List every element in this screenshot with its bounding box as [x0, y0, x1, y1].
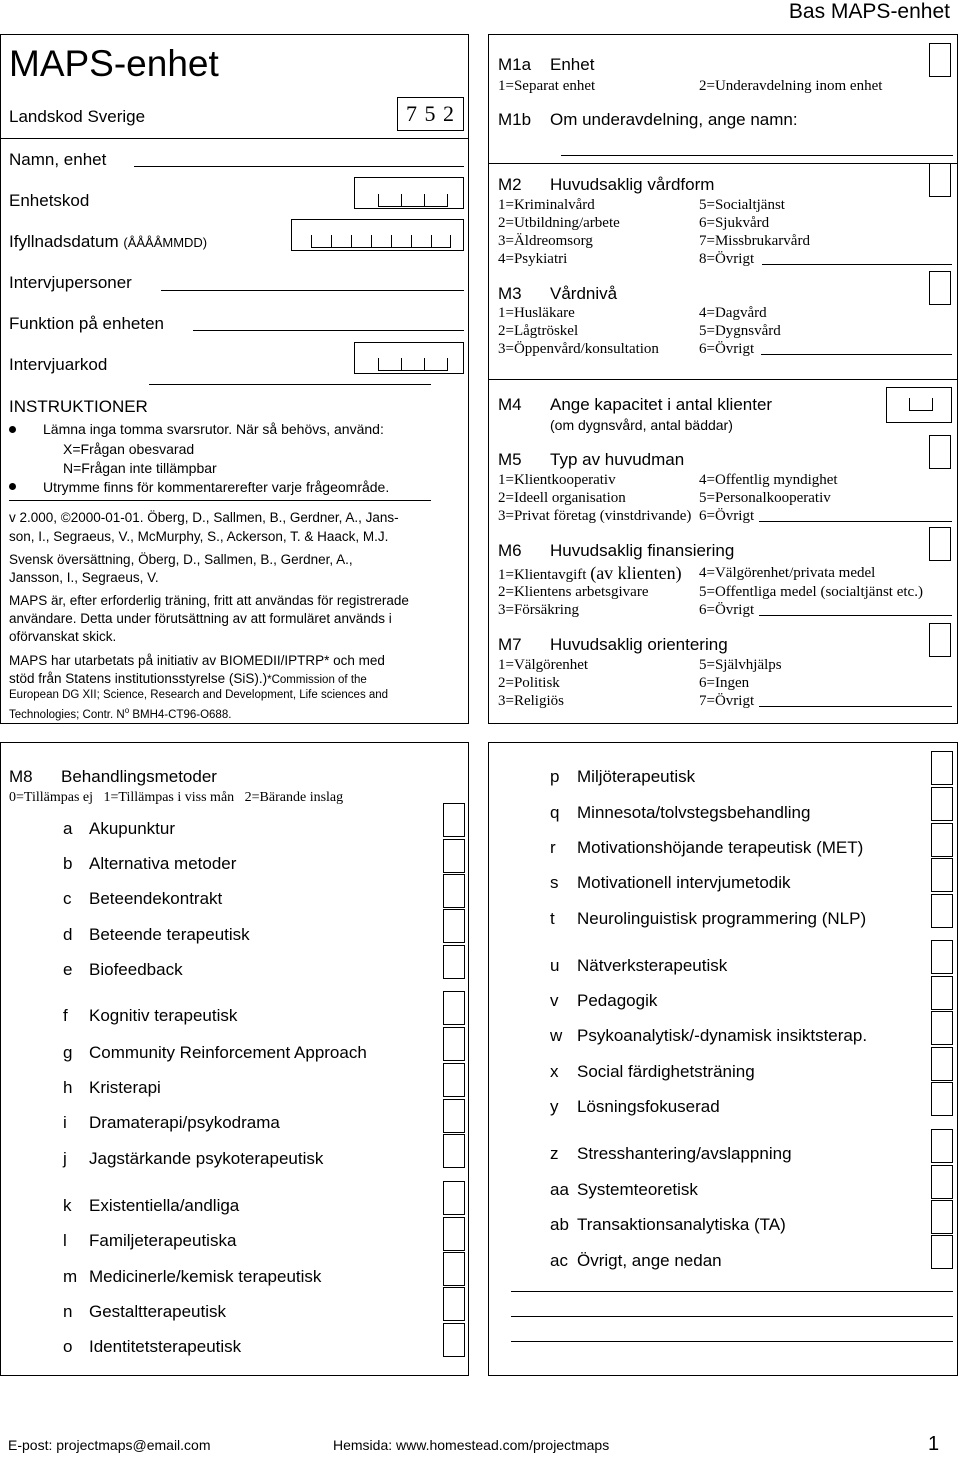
m3-option-2: 2=Lågtröskel: [498, 323, 579, 339]
m8-item-label: Transaktionsanalytiska (TA): [577, 1215, 786, 1234]
m8-item-m-box[interactable]: [443, 1252, 465, 1286]
m2-option-2: 2=Utbildning/arbete: [498, 215, 620, 231]
m8-letter: p: [550, 767, 560, 786]
m6-option-4: 4=Välgörenhet/privata medel: [699, 565, 876, 581]
instruction-1a: X=Frågan obesvarad: [63, 441, 195, 457]
namn-label: Namn, enhet: [9, 150, 107, 169]
m8-item-label: Existentiella/andliga: [89, 1196, 240, 1215]
m8-item-p-box[interactable]: [931, 751, 953, 785]
m8-item-g-box[interactable]: [443, 1027, 465, 1061]
biomed-line-4-contract: BMH4-CT96-O688.: [129, 708, 232, 721]
m8-letter: x: [550, 1062, 559, 1081]
m8-item-label: Alternativa metoder: [89, 854, 237, 873]
m1b-code: M1b: [498, 110, 532, 129]
m2-option-8: 8=Övrigt: [699, 251, 755, 267]
license-line-2: användare. Detta under förutsättning av att formuläret används i: [9, 611, 392, 626]
namn-field[interactable]: [134, 166, 464, 167]
footer-homepage: Hemsida: www.homestead.com/projectmaps: [333, 1437, 610, 1453]
m2-option-4: 4=Psykiatri: [498, 251, 568, 267]
m8-item-ac-box[interactable]: [931, 1235, 953, 1269]
m6-answer-box[interactable]: [929, 527, 951, 561]
m2-option-7: 7=Missbrukarvård: [699, 233, 810, 249]
m5-code: M5: [498, 450, 522, 469]
m8-item-h-box[interactable]: [443, 1063, 465, 1097]
m3-answer-box[interactable]: [929, 271, 951, 305]
instruction-rule: [9, 500, 431, 501]
m8-left-panel: [0, 742, 469, 1376]
m4-subtitle: (om dygnsvård, antal bäddar): [550, 417, 733, 433]
m8-item-label: Dramaterapi/psykodrama: [89, 1113, 280, 1132]
m5-option-4: 4=Offentlig myndighet: [699, 472, 838, 488]
m8-letter: j: [63, 1149, 67, 1168]
m8-item-label: Jagstärkande psykoterapeutisk: [89, 1149, 324, 1168]
m2-title: Huvudsaklig vårdform: [550, 175, 715, 194]
datum-label-text: Ifyllnadsdatum: [9, 232, 119, 251]
m8-letter: k: [63, 1196, 72, 1215]
m8-item-label: Medicinerle/kemisk terapeutisk: [89, 1267, 322, 1286]
m8-letter: a: [63, 819, 73, 838]
biomed-line-4-sup: o: [124, 706, 130, 715]
m8-item-label: Stresshantering/avslappning: [577, 1144, 792, 1163]
m8-item-y-box[interactable]: [931, 1082, 953, 1116]
m8-item-label: Beteende terapeutisk: [89, 925, 250, 944]
m7-other-field[interactable]: [759, 706, 952, 707]
instruction-1: Lämna inga tomma svarsrutor. När så behövs, använd:: [43, 421, 384, 437]
m8-item-z-box[interactable]: [931, 1129, 953, 1163]
m7-title: Huvudsaklig orientering: [550, 635, 728, 654]
m8-letter: y: [550, 1097, 559, 1116]
m8-item-label: Neurolinguistisk programmering (NLP): [577, 909, 867, 928]
m6-other-field[interactable]: [759, 615, 952, 616]
m5-option-2: 2=Ideell organisation: [498, 490, 626, 506]
m7-answer-box[interactable]: [929, 623, 951, 657]
m8-letter: l: [63, 1231, 67, 1250]
m8-item-label: Psykoanalytisk/-dynamisk insiktsterap.: [577, 1026, 868, 1045]
m8-item-label: Miljöterapeutisk: [577, 767, 696, 786]
biomed-line-2: [9, 671, 367, 686]
m2-code: M2: [498, 175, 522, 194]
translation-line-1: Svensk översättning, Öberg, D., Sallmen, B., Gerdner, A.,: [9, 552, 353, 567]
intervjuarkod-label: Intervjuarkod: [9, 355, 108, 374]
m8-item-i-box[interactable]: [443, 1099, 465, 1133]
landskod-value: 7 5 2: [406, 101, 455, 126]
funktion-label: Funktion på enheten: [9, 314, 165, 333]
m4-capacity-comb: [909, 399, 933, 411]
m8-item-label: Kristerapi: [89, 1078, 161, 1097]
m8-item-label: Familjeterapeutiska: [89, 1231, 237, 1250]
m8-letter: d: [63, 925, 73, 944]
m8-item-u-box[interactable]: [931, 940, 953, 974]
m8-item-x-box[interactable]: [931, 1047, 953, 1081]
translation-line-2: Jansson, I., Segraeus, V.: [9, 570, 159, 585]
m5-other-field[interactable]: [759, 521, 952, 522]
m8-title: Behandlingsmetoder: [61, 767, 217, 786]
m8-item-label: Akupunktur: [89, 819, 175, 838]
intervjupersoner-label: Intervjupersoner: [9, 273, 132, 292]
biomed-line-3: European DG XII; Science, Research and Development, Life sciences and: [9, 689, 389, 701]
m4-code: M4: [498, 395, 522, 414]
enhetskod-comb: [378, 195, 448, 207]
m5-option-5: 5=Personalkooperativ: [699, 490, 831, 506]
m8-letter: aa: [550, 1180, 569, 1199]
m8-item-e-box[interactable]: [443, 945, 465, 979]
license-line-1: MAPS är, efter erforderlig träning, fritt att användas för registrerade: [9, 593, 409, 608]
m7-option-7: 7=Övrigt: [699, 693, 755, 709]
m6-option-1-note: (av klienten): [590, 563, 682, 583]
m3-code: M3: [498, 284, 522, 303]
m8-item-t-box[interactable]: [931, 894, 953, 928]
m7-option-1: 1=Välgörenhet: [498, 657, 589, 673]
m8-other-line-3[interactable]: [511, 1341, 953, 1342]
biomed-line-1: MAPS har utarbetats på initiativ av BIOMEDII/IPTRP* och med: [9, 653, 385, 668]
m3-option-5: 5=Dygnsvård: [699, 323, 781, 339]
enhetskod-label: Enhetskod: [9, 191, 90, 210]
m8-letter: g: [63, 1043, 73, 1062]
m8-item-label: Biofeedback: [89, 960, 183, 979]
m8-letter: ab: [550, 1215, 569, 1234]
m3-option-3: 3=Öppenvård/konsultation: [498, 341, 659, 357]
m8-other-line-2[interactable]: [511, 1316, 953, 1317]
m8-letter: u: [550, 956, 560, 975]
m6-option-1: [498, 563, 682, 584]
m8-item-s-box[interactable]: [931, 858, 953, 892]
unit-info-panel: [0, 34, 469, 724]
m3-title: Vårdnivå: [550, 284, 618, 303]
m6-option-5: 5=Offentliga medel (socialtjänst etc.): [699, 584, 923, 600]
m8-item-w-box[interactable]: [931, 1011, 953, 1045]
biomed-line-2-note: *Commission of the: [267, 674, 367, 686]
m5-option-6: 6=Övrigt: [699, 508, 755, 524]
m6-title: Huvudsaklig finansiering: [550, 541, 735, 560]
m5-option-3: 3=Privat företag (vinstdrivande): [498, 508, 692, 524]
bullet-icon: [9, 426, 16, 433]
m6-option-3: 3=Försäkring: [498, 602, 579, 618]
m8-item-label: Lösningsfokuserad: [577, 1097, 720, 1116]
m2-option-6: 6=Sjukvård: [699, 215, 770, 231]
m8-item-k-box[interactable]: [443, 1181, 465, 1215]
m2-other-field[interactable]: [762, 264, 952, 265]
form-title: MAPS-enhet: [9, 43, 219, 84]
m5-option-1: 1=Klientkooperativ: [498, 472, 616, 488]
m4-title: Ange kapacitet i antal klienter: [550, 395, 773, 414]
m8-item-v-box[interactable]: [931, 976, 953, 1010]
m8-item-label: Nätverksterapeutisk: [577, 956, 728, 975]
m1b-title: Om underavdelning, ange namn:: [550, 110, 798, 129]
instructions-title: INSTRUKTIONER: [9, 397, 148, 416]
m8-item-a-box[interactable]: [443, 803, 465, 837]
m7-option-5: 5=Självhjälps: [699, 657, 782, 673]
m3-option-4: 4=Dagvård: [699, 305, 767, 321]
m8-item-f-box[interactable]: [443, 991, 465, 1025]
m8-letter: r: [550, 838, 556, 857]
m8-letter: c: [63, 889, 72, 908]
m8-letter: o: [63, 1337, 73, 1356]
biomed-line-4-text: Technologies; Contr. N: [9, 708, 125, 721]
instruction-1b: N=Frågan inte tillämpbar: [63, 460, 217, 476]
m8-item-label: Community Reinforcement Approach: [89, 1043, 367, 1062]
m8-letter: h: [63, 1078, 73, 1097]
m8-letter: q: [550, 803, 560, 822]
m8-item-label: Kognitiv terapeutisk: [89, 1006, 238, 1025]
m6-code: M6: [498, 541, 522, 560]
m8-letter: t: [550, 909, 555, 928]
datum-comb: [311, 236, 451, 248]
m8-right-panel: [488, 742, 958, 1376]
m8-letter: n: [63, 1302, 73, 1321]
m8-item-label: Övrigt, ange nedan: [577, 1251, 722, 1270]
m8-item-label: Beteendekontrakt: [89, 889, 223, 908]
m8-item-b-box[interactable]: [443, 839, 465, 873]
m7-option-6: 6=Ingen: [699, 675, 750, 691]
instruction-2: Utrymme finns för kommentarerefter varje frågeområde.: [43, 479, 390, 495]
m8-item-o-box[interactable]: [443, 1323, 465, 1357]
m8-scale: 0=Tillämpas ej 1=Tillämpas i viss mån 2=Bärande inslag: [9, 790, 344, 805]
m8-letter: s: [550, 873, 559, 892]
m8-item-l-box[interactable]: [443, 1217, 465, 1251]
m7-option-2: 2=Politisk: [498, 675, 560, 691]
license-line-3: oförvanskat skick.: [9, 629, 117, 644]
m3-other-field[interactable]: [761, 354, 952, 355]
m8-item-ab-box[interactable]: [931, 1200, 953, 1234]
m8-item-n-box[interactable]: [443, 1287, 465, 1321]
m3-option-6: 6=Övrigt: [699, 341, 755, 357]
m1a-option-1: 1=Separat enhet: [498, 78, 596, 94]
m8-letter: m: [63, 1267, 78, 1286]
m8-letter: e: [63, 960, 73, 979]
datum-format: (ÅÅÅÅMMDD): [123, 235, 208, 250]
m1a-code: M1a: [498, 55, 532, 74]
m8-item-aa-box[interactable]: [931, 1165, 953, 1199]
m2-answer-box[interactable]: [929, 163, 951, 197]
landskod-label: Landskod Sverige: [9, 107, 146, 126]
page-header-title: Bas MAPS-enhet: [788, 0, 950, 23]
m1a-answer-box[interactable]: [929, 43, 951, 77]
m8-item-label: Minnesota/tolvstegsbehandling: [577, 803, 811, 822]
m1a-option-2: 2=Underavdelning inom enhet: [699, 78, 883, 94]
m8-letter: v: [550, 991, 559, 1010]
intervjuarkod-rule: [149, 384, 431, 385]
m8-letter: b: [63, 854, 73, 873]
m7-option-3: 3=Religiös: [498, 693, 564, 709]
m8-item-label: Social färdighetsträning: [577, 1062, 755, 1081]
m1b-field[interactable]: [561, 155, 953, 156]
intervjuarkod-comb: [378, 359, 448, 371]
page-number: 1: [928, 1433, 940, 1455]
m8-item-j-box[interactable]: [443, 1134, 465, 1168]
m6-option-2: 2=Klientens arbetsgivare: [498, 584, 649, 600]
m8-letter: ac: [550, 1251, 568, 1270]
m3-option-1: 1=Husläkare: [498, 305, 575, 321]
m2-option-1: 1=Kriminalvård: [498, 197, 595, 213]
m7-code: M7: [498, 635, 522, 654]
m8-letter: w: [550, 1026, 563, 1045]
m8-item-q-box[interactable]: [931, 787, 953, 821]
m2-option-3: 3=Äldreomsorg: [498, 233, 593, 249]
m5-answer-box[interactable]: [929, 435, 951, 469]
m5-title: Typ av huvudman: [550, 450, 685, 469]
m8-letter: z: [550, 1144, 559, 1163]
m8-code: M8: [9, 767, 33, 786]
landskod-box: [397, 97, 464, 131]
biomed-line-2-text: stöd från Statens institutionsstyrelse (SiS).): [9, 671, 268, 686]
footer-email: E-post: projectmaps@email.com: [8, 1437, 211, 1453]
m8-letter: i: [63, 1113, 67, 1132]
m6-option-6: 6=Övrigt: [699, 602, 755, 618]
m8-item-label: Motivationell intervjumetodik: [577, 873, 791, 892]
version-line-1: v 2.000, ©2000-01-01. Öberg, D., Sallmen, B., Gerdner, A., Jans-: [9, 510, 399, 525]
version-line-2: son, I., Segraeus, V., McMurphy, S., Ackerson, T. & Haack, M.J.: [9, 529, 389, 544]
m8-item-r-box[interactable]: [931, 823, 953, 857]
intervjupersoner-field[interactable]: [161, 290, 464, 291]
m8-item-label: Pedagogik: [577, 991, 658, 1010]
m8-letter: f: [63, 1006, 68, 1025]
bullet-icon: [9, 483, 16, 490]
datum-label: [9, 232, 207, 252]
funktion-field[interactable]: [193, 330, 464, 331]
m1a-title: Enhet: [550, 55, 595, 74]
m6-option-1-text: 1=Klientavgift: [498, 567, 591, 583]
m8-other-line-1[interactable]: [511, 1291, 953, 1292]
m8-item-label: Systemteoretisk: [577, 1180, 698, 1199]
m8-item-c-box[interactable]: [443, 874, 465, 908]
m8-item-label: Identitetsterapeutisk: [89, 1337, 242, 1356]
m8-item-label: Motivationshöjande terapeutisk (MET): [577, 838, 864, 857]
m2-option-5: 5=Socialtjänst: [699, 197, 785, 213]
m8-item-label: Gestaltterapeutisk: [89, 1302, 227, 1321]
unit-questions-panel: [488, 34, 958, 724]
biomed-line-4: [9, 706, 231, 721]
m8-item-d-box[interactable]: [443, 909, 465, 943]
